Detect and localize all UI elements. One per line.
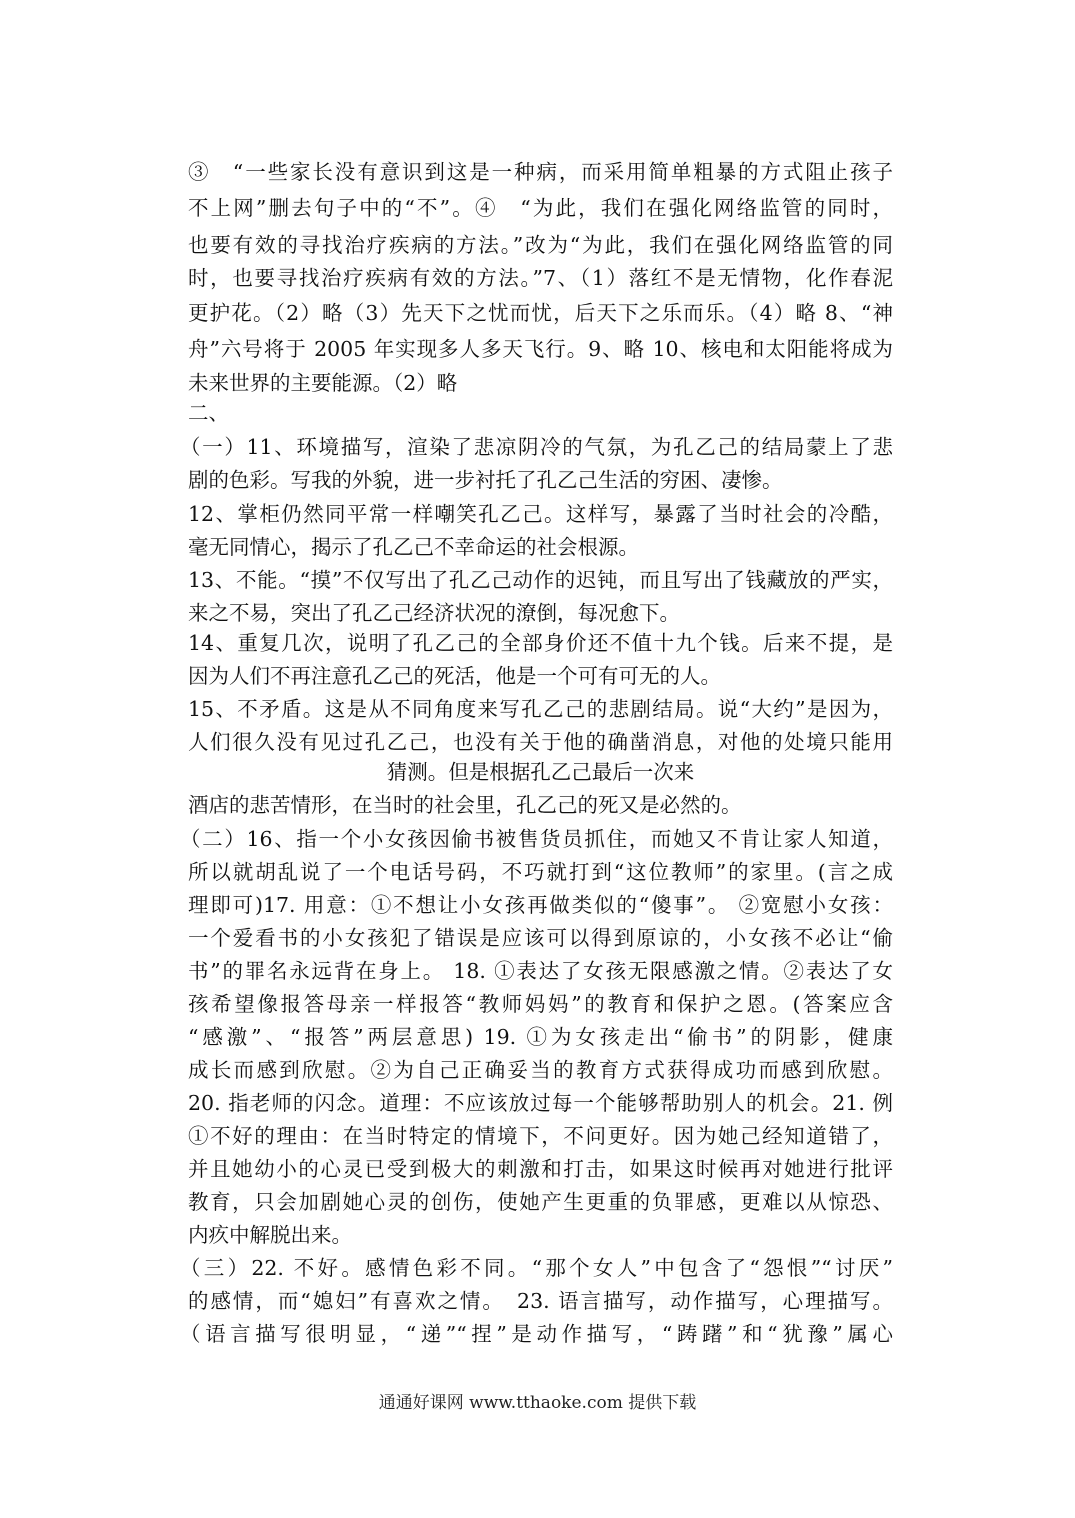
- text-line: 14、重复几次，说明了孔乙己的全部身价还不值十九个钱。后来不提，是: [188, 631, 893, 655]
- text-line: 酒店的悲苦情形，在当时的社会里，孔乙己的死又是必然的。: [188, 793, 742, 817]
- text-line: 内疚中解脱出来。: [188, 1223, 352, 1247]
- text-line: 来之不易，突出了孔乙己经济状况的潦倒，每况愈下。: [188, 601, 680, 625]
- text-line: 时，也要寻找治疗疾病有效的方法。”7、（1）落红不是无情物，化作春泥: [188, 266, 893, 290]
- text-line: （二）16、指一个小女孩因偷书被售货员抓住，而她又不肯让家人知道，: [180, 827, 893, 851]
- section-heading: 二、: [188, 401, 229, 425]
- text-line: 更护花。（2）略（3）先天下之忧而忧，后天下之乐而乐。（4）略 8、“神: [188, 301, 893, 325]
- footer-source-note: 通通好课网 www.tthaoke.com 提供下载: [378, 1393, 697, 1413]
- text-line: 13、不能。“摸”不仅写出了孔乙己动作的迟钝，而且写出了钱藏放的严实，: [188, 568, 893, 592]
- text-line: 毫无同情心，揭示了孔乙己不幸命运的社会根源。: [188, 535, 639, 559]
- text-line: “感激”、“报答”两层意思) 19. ①为女孩走出“偷书”的阴影，健康: [188, 1025, 893, 1049]
- text-line: 理即可)17. 用意：①不想让小女孩再做类似的“傻事”。 ②宽慰小女孩：: [188, 893, 893, 917]
- text-line: 剧的色彩。写我的外貌，进一步衬托了孔乙己生活的穷困、凄惨。: [188, 468, 783, 492]
- text-line: 因为人们不再注意孔乙己的死活，他是一个可有可无的人。: [188, 664, 721, 688]
- text-line: ③ “一些家长没有意识到这是一种病，而采用简单粗暴的方式阻止孩子: [188, 160, 893, 184]
- text-line: ①不好的理由：在当时特定的情境下，不问更好。因为她己经知道错了，: [188, 1124, 893, 1148]
- text-line: 舟”六号将于 2005 年实现多人多天飞行。9、略 10、核电和太阳能将成为: [188, 337, 893, 361]
- text-line: 未来世界的主要能源。（2）略: [188, 371, 458, 395]
- text-line: 不上网”删去句子中的“不”。④ “为此，我们在强化网络监管的同时，: [188, 196, 893, 220]
- text-line: 所以就胡乱说了一个电话号码，不巧就打到“这位教师”的家里。(言之成: [188, 860, 893, 884]
- text-line: 教育，只会加剧她心灵的创伤，使她产生更重的负罪感，更难以从惊恐、: [188, 1190, 893, 1214]
- text-line: 孩希望像报答母亲一样报答“教师妈妈”的教育和保护之恩。(答案应含: [188, 992, 893, 1016]
- text-line: 一个爱看书的小女孩犯了错误是应该可以得到原谅的，小女孩不必让“偷: [188, 926, 893, 950]
- text-line: 成长而感到欣慰。②为自己正确妥当的教育方式获得成功而感到欣慰。: [188, 1058, 893, 1082]
- text-line: （语言描写很明显，“递”“捏”是动作描写，“踌躇”和“犹豫”属心: [180, 1322, 893, 1346]
- text-line: （三）22. 不好。感情色彩不同。“那个女人”中包含了“怨恨”“讨厌”: [180, 1256, 893, 1280]
- text-line: 并且她幼小的心灵已受到极大的刺激和打击，如果这时候再对她进行批评: [188, 1157, 893, 1181]
- text-line: 书”的罪名永远背在身上。 18. ①表达了女孩无限感激之情。②表达了女: [188, 959, 893, 983]
- text-line: 15、不矛盾。这是从不同角度来写孔乙己的悲剧结局。说“大约”是因为，: [188, 697, 893, 721]
- text-line: 人们很久没有见过孔乙己，也没有关于他的确凿消息，对他的处境只能用: [188, 730, 893, 754]
- text-line: 12、掌柜仍然同平常一样嘲笑孔乙己。这样写，暴露了当时社会的冷酷，: [188, 502, 893, 526]
- text-line: 猜测。但是根据孔乙己最后一次来: [386, 760, 695, 784]
- text-line: 的感情，而“媳妇”有喜欢之情。 23. 语言描写，动作描写，心理描写。: [188, 1289, 893, 1313]
- text-line: （一）11、环境描写，渲染了悲凉阴冷的气氛，为孔乙己的结局蒙上了悲: [180, 435, 893, 459]
- text-line: 20. 指老师的闪念。道理：不应该放过每一个能够帮助别人的机会。21. 例: [188, 1091, 893, 1115]
- text-line: 也要有效的寻找治疗疾病的方法。”改为“为此，我们在强化网络监管的同: [188, 233, 893, 257]
